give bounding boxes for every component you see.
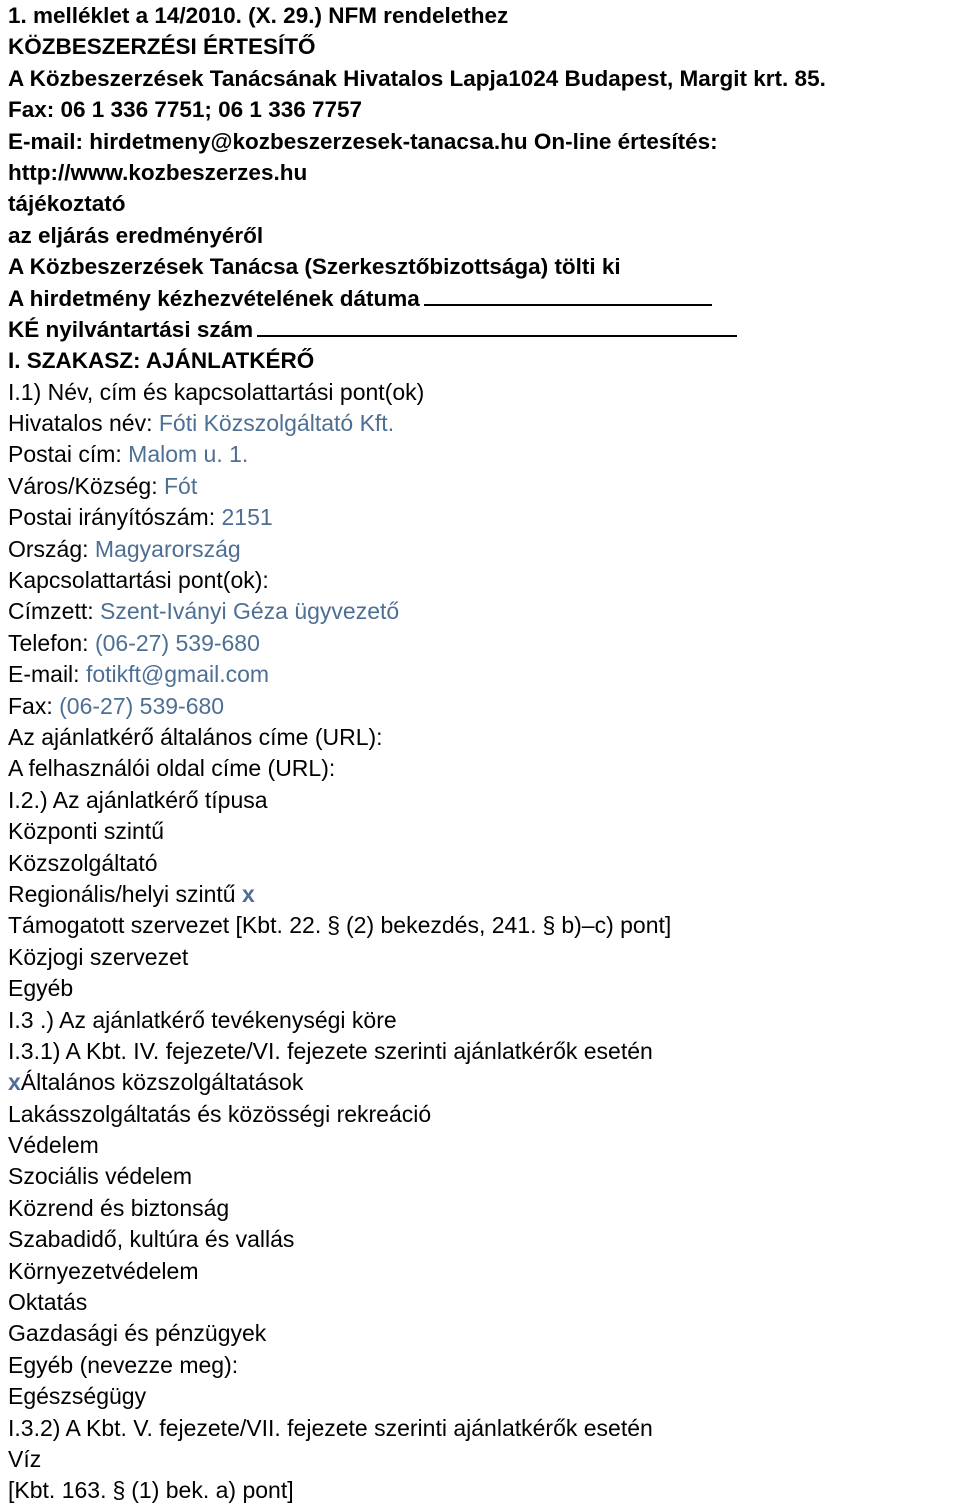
activity-reference-a: [Kbt. 163.: [8, 1477, 107, 1504]
activity-item: Védelem: [8, 1132, 99, 1159]
country-value: Magyarország: [94, 535, 241, 562]
recipient-label: Címzett:: [8, 598, 94, 625]
buyer-type-central: Központi szintű: [8, 818, 164, 845]
email-online-line: E-mail: hirdetmeny@kozbeszerzesek-tanacsa.hu On-line értesítés:: [8, 128, 718, 154]
buyer-type-heading: I.2.) Az ajánlatkérő típusa: [8, 786, 268, 813]
activity-water: Víz: [8, 1445, 42, 1472]
activity-heading: I.3 .) Az ajánlatkérő tevékenységi köre: [8, 1006, 397, 1033]
document-page: [8, 0, 952, 1507]
buyer-type-regional-mark: x: [241, 880, 255, 907]
activity-item: Közrend és biztonság: [8, 1194, 230, 1221]
phone-value: (06-27) 539-680: [94, 629, 260, 656]
activity-item: Gazdasági és pénzügyek: [8, 1320, 267, 1347]
activity-sub2-heading: I.3.2) A Kbt. V. fejezete/VII. fejezete szerinti ajánlatkérők esetén: [8, 1414, 653, 1441]
country-label: Ország:: [8, 535, 89, 562]
general-url-label: Az ajánlatkérő általános címe (URL):: [8, 723, 383, 750]
buyer-type-supported-c: b)–c) pont]: [561, 912, 672, 939]
buyer-type-public-law: Közjogi szervezet: [8, 943, 189, 970]
activity-item: Lakásszolgáltatás és közösségi rekreáció: [8, 1100, 432, 1127]
activity-item: Környezetvédelem: [8, 1257, 199, 1284]
receipt-date-label: A hirdetmény kézhezvételének dátuma: [8, 285, 420, 311]
filled-by-line: A Közbeszerzések Tanácsa (Szerkesztőbizottsága) tölti ki: [8, 254, 621, 280]
journal-title: KÖZBESZERZÉSI ÉRTESÍTŐ: [8, 34, 316, 60]
postal-code-row: [8, 502, 952, 533]
activity-item: Egyéb (nevezze meg):: [8, 1351, 239, 1378]
document-subject: az eljárás eredményéről: [8, 222, 264, 248]
postal-code-label: Postai irányítószám:: [8, 504, 216, 531]
country-row: [8, 534, 952, 565]
section-sign: §: [542, 912, 556, 939]
activity-reference-b: (1) bek. a) pont]: [131, 1477, 294, 1504]
fax-row: [8, 691, 952, 722]
section-sign: §: [327, 912, 341, 939]
buyer-type-other: Egyéb: [8, 975, 74, 1002]
buyer-type-supported-row: [8, 910, 952, 941]
fax-line: Fax: 06 1 336 7751; 06 1 336 7757: [8, 97, 363, 123]
buyer-profile-label: A felhasználói oldal címe (URL):: [8, 755, 336, 782]
official-name-row: [8, 408, 952, 439]
activity-general: Általános közszolgáltatások: [20, 1069, 304, 1096]
receipt-date-blank: [424, 284, 712, 306]
contact-heading: I.1) Név, cím és kapcsolattartási pont(ok): [8, 378, 425, 405]
phone-row: [8, 628, 952, 659]
official-name-value: Fóti Közszolgáltató Kft.: [158, 410, 395, 437]
section-sign: §: [112, 1477, 126, 1504]
official-name-label: Hivatalos név:: [8, 410, 153, 437]
postal-address-label: Postai cím:: [8, 441, 122, 468]
activity-item: Egészségügy: [8, 1383, 147, 1410]
recipient-value: Szent-Iványi Géza ügyvezető: [100, 598, 400, 625]
fax-value: (06-27) 539-680: [59, 692, 225, 719]
contact-points-label: Kapcsolattartási pont(ok):: [8, 567, 269, 594]
registry-number-row: [8, 314, 952, 345]
recipient-row: [8, 596, 952, 627]
phone-label: Telefon:: [8, 629, 89, 656]
buyer-type-supported-a: Támogatott szervezet [Kbt. 22.: [8, 912, 322, 939]
activity-general-mark: x: [8, 1069, 21, 1096]
city-value: Fót: [163, 472, 198, 499]
buyer-type-regional: Regionális/helyi szintű: [8, 880, 236, 907]
section-title: I. SZAKASZ: AJÁNLATKÉRŐ: [8, 348, 315, 374]
activity-sub1-heading: I.3.1) A Kbt. IV. fejezete/VI. fejezete szerinti ajánlatkérők esetén: [8, 1037, 653, 1064]
email-row: [8, 659, 952, 690]
city-label: Város/Község:: [8, 472, 158, 499]
buyer-type-regional-row: [8, 879, 952, 910]
annex-line: 1. melléklet a 14/2010. (X. 29.) NFM rendelethez: [8, 3, 509, 28]
postal-address-row: [8, 439, 952, 470]
website-url[interactable]: http://www.kozbeszerzes.hu: [8, 159, 308, 185]
postal-code-value: 2151: [221, 504, 273, 531]
registry-number-blank: [257, 315, 737, 337]
receipt-date-row: [8, 283, 952, 314]
publisher-line: A Közbeszerzések Tanácsának Hivatalos Lapja1024 Budapest, Margit krt. 85.: [8, 65, 826, 91]
city-row: [8, 471, 952, 502]
email-value[interactable]: fotikft@gmail.com: [85, 661, 270, 688]
postal-address-value: Malom u. 1.: [128, 441, 249, 468]
activity-general-row: [8, 1067, 952, 1098]
registry-number-label: KÉ nyilvántartási szám: [8, 316, 254, 342]
activity-item: Szabadidő, kultúra és vallás: [8, 1226, 295, 1253]
buyer-type-supported-b: (2) bekezdés, 241.: [346, 912, 537, 939]
activity-item: Oktatás: [8, 1289, 88, 1316]
document-type: tájékoztató: [8, 191, 126, 217]
email-label: E-mail:: [8, 661, 80, 688]
fax-label: Fax:: [8, 692, 53, 719]
activity-reference-row: [8, 1475, 952, 1506]
buyer-type-utility: Közszolgáltató: [8, 849, 158, 876]
activity-item: Szociális védelem: [8, 1163, 193, 1190]
